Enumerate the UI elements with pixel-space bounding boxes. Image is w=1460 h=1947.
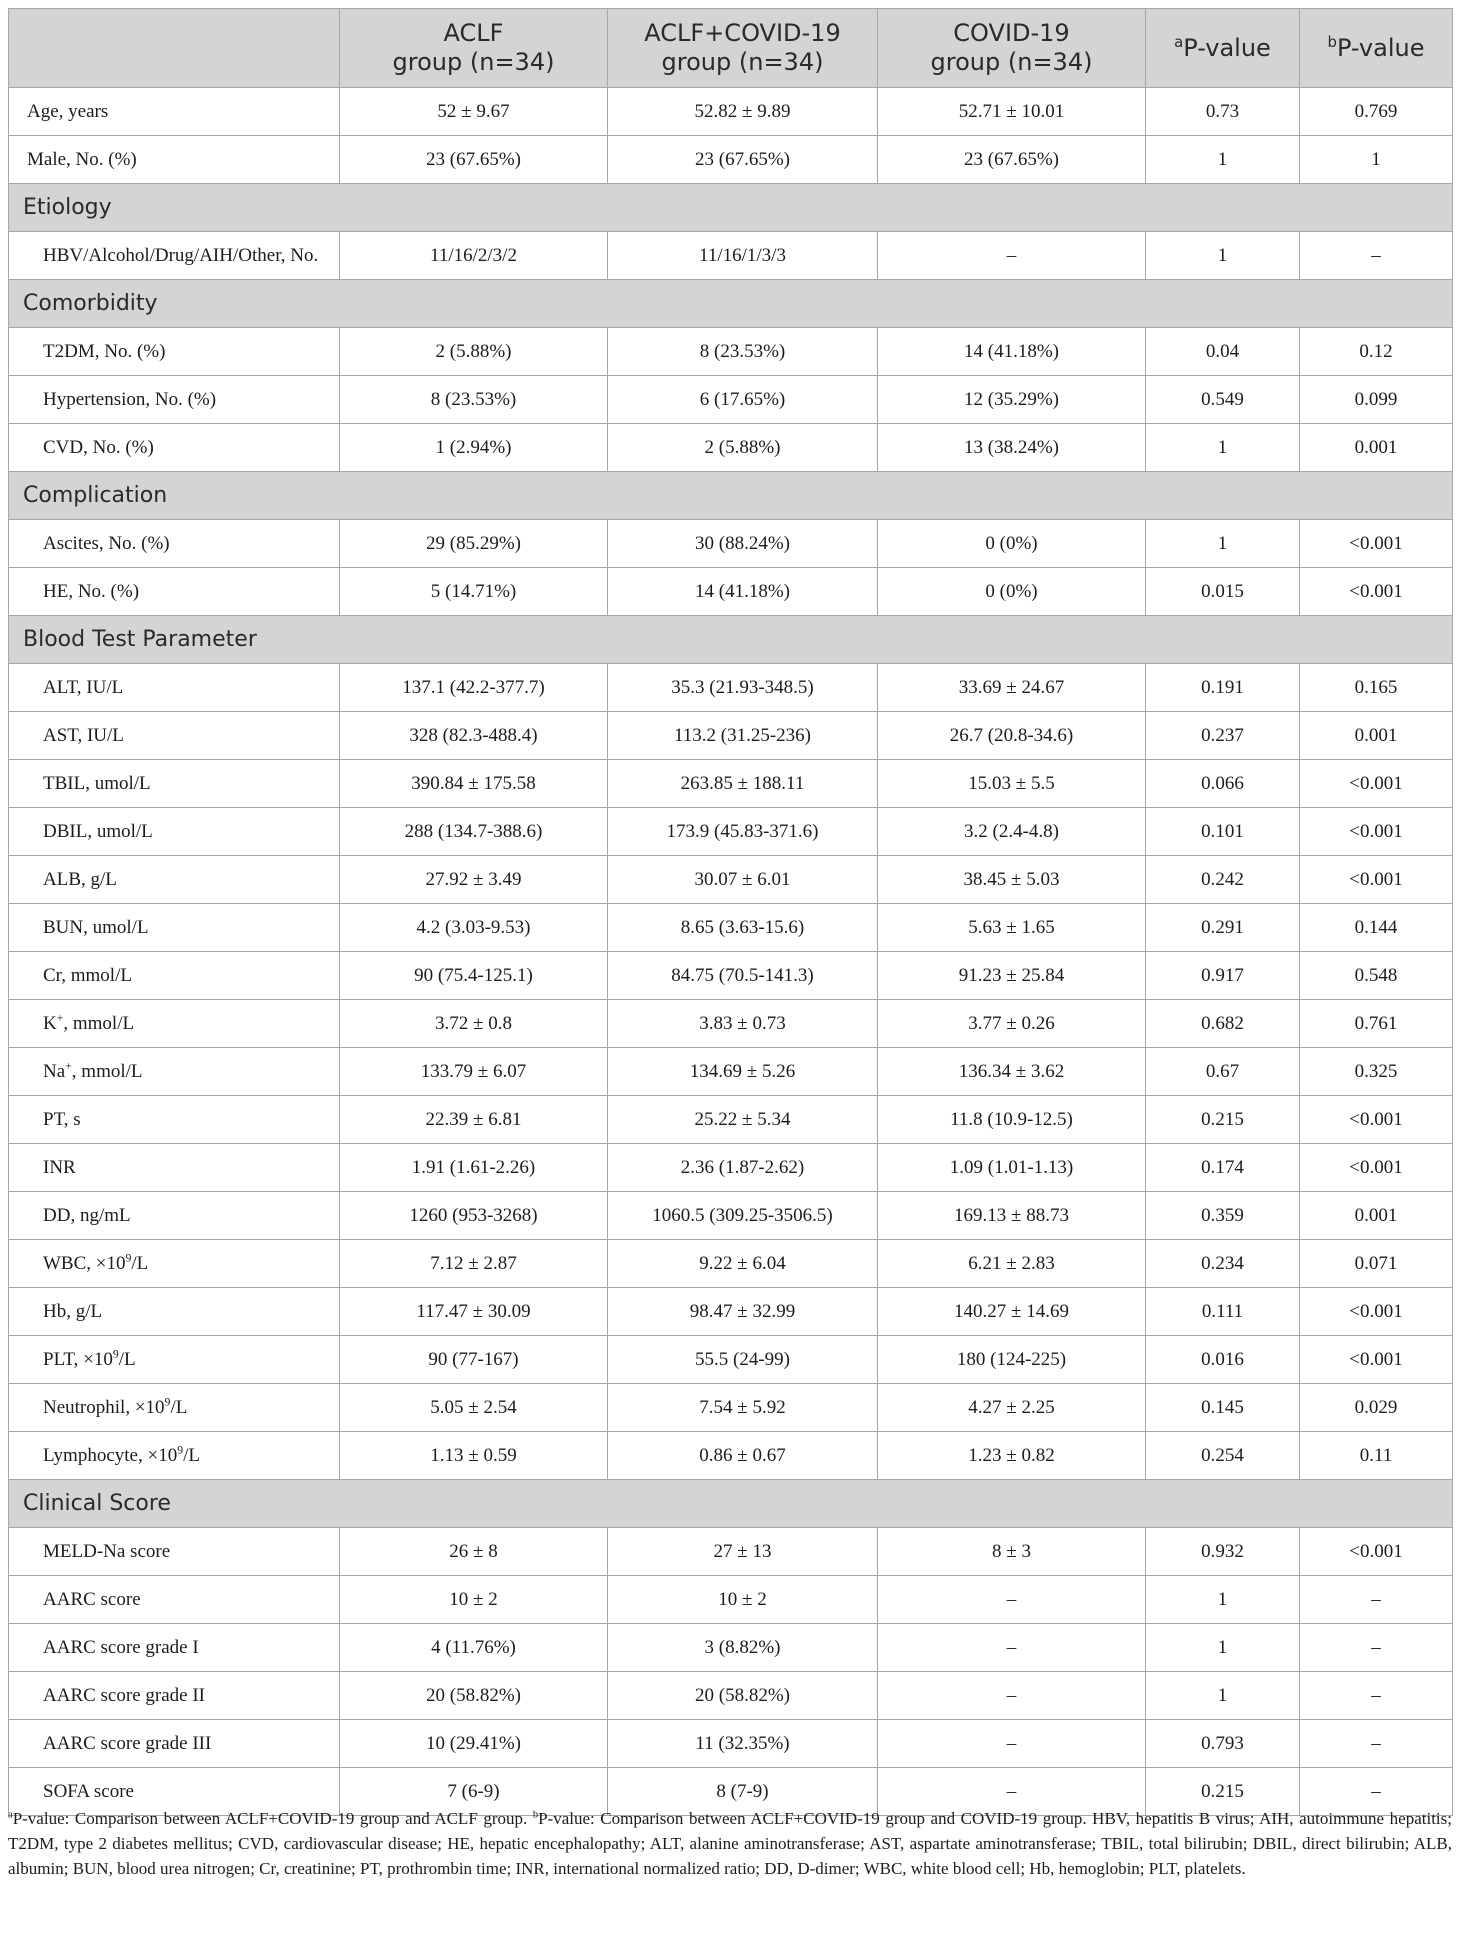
table-header — [9, 9, 1453, 88]
aclf-covid-value: 0.86 ± 0.67 — [608, 1432, 878, 1480]
table-row — [9, 712, 1453, 760]
covid-value: 3.77 ± 0.26 — [878, 1000, 1146, 1048]
p-value-b: <0.001 — [1300, 520, 1453, 568]
row-label-text: WBC, ×10 — [43, 1252, 126, 1274]
aclf-covid-value: 52.82 ± 9.89 — [608, 88, 878, 136]
p-value-a: 0.932 — [1146, 1528, 1300, 1576]
footnote-b-marker: b — [532, 1809, 539, 1821]
covid-value: 26.7 (20.8-34.6) — [878, 712, 1146, 760]
covid-value: 91.23 ± 25.84 — [878, 952, 1146, 1000]
row-label-superscript: 9 — [164, 1395, 171, 1409]
covid-value: 15.03 ± 5.5 — [878, 760, 1146, 808]
p-value-b: <0.001 — [1300, 1528, 1453, 1576]
aclf-covid-value: 20 (58.82%) — [608, 1672, 878, 1720]
p-value-b: <0.001 — [1300, 856, 1453, 904]
table-row — [9, 136, 1453, 184]
aclf-value: 22.39 ± 6.81 — [340, 1096, 608, 1144]
p-value-a: 0.174 — [1146, 1144, 1300, 1192]
table-row — [9, 1000, 1453, 1048]
table-row — [9, 1384, 1453, 1432]
row-label: AARC score grade III — [9, 1720, 340, 1768]
header-covid-line1: COVID-19 — [953, 19, 1070, 47]
table-row — [9, 856, 1453, 904]
p-value-a: 0.917 — [1146, 952, 1300, 1000]
aclf-covid-value: 84.75 (70.5-141.3) — [608, 952, 878, 1000]
covid-value: 3.2 (2.4-4.8) — [878, 808, 1146, 856]
aclf-value: 26 ± 8 — [340, 1528, 608, 1576]
p-value-a: 0.066 — [1146, 760, 1300, 808]
header-aclf-covid-group — [608, 9, 878, 88]
table-row — [9, 1096, 1453, 1144]
aclf-value: 4.2 (3.03-9.53) — [340, 904, 608, 952]
p-value-b: <0.001 — [1300, 1144, 1453, 1192]
p-value-b: 0.001 — [1300, 712, 1453, 760]
row-label: DBIL, umol/L — [9, 808, 340, 856]
p-value-a: 0.016 — [1146, 1336, 1300, 1384]
header-label-column — [9, 9, 340, 88]
covid-value: 23 (67.65%) — [878, 136, 1146, 184]
header-covid-line2: group (n=34) — [930, 48, 1093, 76]
table-row — [9, 1288, 1453, 1336]
table-row — [9, 664, 1453, 712]
row-label — [9, 1048, 340, 1096]
aclf-value: 90 (75.4-125.1) — [340, 952, 608, 1000]
section-header-row — [9, 616, 1453, 664]
covid-value: 4.27 ± 2.25 — [878, 1384, 1146, 1432]
aclf-covid-value: 263.85 ± 188.11 — [608, 760, 878, 808]
p-value-a: 0.215 — [1146, 1768, 1300, 1816]
row-label-text: Neutrophil, ×10 — [43, 1396, 165, 1418]
p-value-b: – — [1300, 232, 1453, 280]
p-value-b: 0.11 — [1300, 1432, 1453, 1480]
covid-value: 52.71 ± 10.01 — [878, 88, 1146, 136]
row-label-text: Na — [43, 1060, 66, 1082]
table-row — [9, 1576, 1453, 1624]
aclf-value: 29 (85.29%) — [340, 520, 608, 568]
row-label: MELD-Na score — [9, 1528, 340, 1576]
aclf-covid-value: 134.69 ± 5.26 — [608, 1048, 878, 1096]
p-value-a: 1 — [1146, 424, 1300, 472]
row-label: INR — [9, 1144, 340, 1192]
row-label: Hypertension, No. (%) — [9, 376, 340, 424]
p-value-b: 0.325 — [1300, 1048, 1453, 1096]
aclf-covid-value: 11 (32.35%) — [608, 1720, 878, 1768]
row-label — [9, 1432, 340, 1480]
row-label: SOFA score — [9, 1768, 340, 1816]
covid-value: – — [878, 1576, 1146, 1624]
row-label: DD, ng/mL — [9, 1192, 340, 1240]
aclf-value: 52 ± 9.67 — [340, 88, 608, 136]
table-row — [9, 1336, 1453, 1384]
aclf-covid-value: 2.36 (1.87-2.62) — [608, 1144, 878, 1192]
row-label: HBV/Alcohol/Drug/AIH/Other, No. — [9, 232, 340, 280]
table-row — [9, 328, 1453, 376]
table-row — [9, 520, 1453, 568]
row-label: ALB, g/L — [9, 856, 340, 904]
aclf-value: 328 (82.3-488.4) — [340, 712, 608, 760]
row-label — [9, 1336, 340, 1384]
covid-value: 12 (35.29%) — [878, 376, 1146, 424]
covid-value: – — [878, 1624, 1146, 1672]
p-value-b: <0.001 — [1300, 1288, 1453, 1336]
p-value-b: <0.001 — [1300, 568, 1453, 616]
aclf-value: 3.72 ± 0.8 — [340, 1000, 608, 1048]
table-row — [9, 952, 1453, 1000]
p-value-b: 0.029 — [1300, 1384, 1453, 1432]
covid-value: 1.23 ± 0.82 — [878, 1432, 1146, 1480]
p-value-a: 0.549 — [1146, 376, 1300, 424]
table-row — [9, 1528, 1453, 1576]
p-value-a: 0.111 — [1146, 1288, 1300, 1336]
header-aclf-covid-line2: group (n=34) — [661, 48, 824, 76]
row-label-superscript: + — [65, 1059, 72, 1073]
p-value-a: 1 — [1146, 1672, 1300, 1720]
row-label: Cr, mmol/L — [9, 952, 340, 1000]
covid-value: 5.63 ± 1.65 — [878, 904, 1146, 952]
footnote-a-text: P-value: Comparison between ACLF+COVID-19 group and ACLF group. — [12, 1809, 533, 1828]
section-header-row — [9, 280, 1453, 328]
row-label: PT, s — [9, 1096, 340, 1144]
p-value-a: 1 — [1146, 520, 1300, 568]
p-value-b: <0.001 — [1300, 760, 1453, 808]
header-p-value-b-marker: b — [1327, 32, 1337, 51]
p-value-a: 0.242 — [1146, 856, 1300, 904]
covid-value: 8 ± 3 — [878, 1528, 1146, 1576]
aclf-covid-value: 8 (7-9) — [608, 1768, 878, 1816]
header-aclf-line1: ACLF — [443, 19, 504, 47]
aclf-value: 20 (58.82%) — [340, 1672, 608, 1720]
row-label-text: Lymphocyte, ×10 — [43, 1444, 178, 1466]
section-title: Etiology — [9, 184, 1453, 232]
table-container — [8, 8, 1452, 1816]
row-label: ALT, IU/L — [9, 664, 340, 712]
p-value-b: 0.099 — [1300, 376, 1453, 424]
covid-value: – — [878, 1768, 1146, 1816]
p-value-b: – — [1300, 1768, 1453, 1816]
p-value-b: 0.165 — [1300, 664, 1453, 712]
p-value-b: 1 — [1300, 136, 1453, 184]
row-label: Age, years — [9, 88, 340, 136]
aclf-value: 5.05 ± 2.54 — [340, 1384, 608, 1432]
p-value-b: 0.769 — [1300, 88, 1453, 136]
aclf-covid-value: 7.54 ± 5.92 — [608, 1384, 878, 1432]
aclf-value: 117.47 ± 30.09 — [340, 1288, 608, 1336]
section-header-row — [9, 472, 1453, 520]
header-covid-group — [878, 9, 1146, 88]
row-label-text: K — [43, 1012, 57, 1034]
covid-value: – — [878, 232, 1146, 280]
footnote-b-text: P-value: Comparison between ACLF+COVID-19 group and COVID-19 group. HBV, hepatitis B virus; AIH, autoimmune hepatitis; T2DM, type 2 diabetes mellitus; CVD, cardiovascular disease; HE, hepatic encephalopathy; ALT, alanine aminotransferase; AST, aspartate aminotransferase; TBIL, total bilirubin; DBIL, direct bilirubin; ALB, albumin; BUN, blood urea nitrogen; Cr, creatinine; PT, prothrombin time; INR, international normalized ratio; DD, D-dimer; WBC, white blood cell; Hb, hemoglobin; PLT, platelets. — [8, 1809, 1452, 1878]
aclf-value: 133.79 ± 6.07 — [340, 1048, 608, 1096]
table-row — [9, 568, 1453, 616]
aclf-value: 137.1 (42.2-377.7) — [340, 664, 608, 712]
row-label-unit: /L — [183, 1444, 200, 1466]
row-label — [9, 1384, 340, 1432]
covid-value: 0 (0%) — [878, 568, 1146, 616]
row-label-text: PLT, ×10 — [43, 1348, 113, 1370]
row-label: Ascites, No. (%) — [9, 520, 340, 568]
aclf-value: 5 (14.71%) — [340, 568, 608, 616]
p-value-a: 1 — [1146, 1624, 1300, 1672]
aclf-covid-value: 10 ± 2 — [608, 1576, 878, 1624]
p-value-a: 0.793 — [1146, 1720, 1300, 1768]
header-p-value-a-marker: a — [1174, 32, 1184, 51]
aclf-value: 1260 (953-3268) — [340, 1192, 608, 1240]
covid-value: 180 (124-225) — [878, 1336, 1146, 1384]
p-value-a: 0.101 — [1146, 808, 1300, 856]
p-value-a: 1 — [1146, 232, 1300, 280]
aclf-covid-value: 11/16/1/3/3 — [608, 232, 878, 280]
row-label: TBIL, umol/L — [9, 760, 340, 808]
row-label-unit: /L — [170, 1396, 188, 1418]
covid-value: 6.21 ± 2.83 — [878, 1240, 1146, 1288]
aclf-value: 4 (11.76%) — [340, 1624, 608, 1672]
p-value-b: 0.001 — [1300, 424, 1453, 472]
row-label: AARC score grade II — [9, 1672, 340, 1720]
table-row — [9, 88, 1453, 136]
row-label: HE, No. (%) — [9, 568, 340, 616]
aclf-value: 288 (134.7-388.6) — [340, 808, 608, 856]
covid-value: 13 (38.24%) — [878, 424, 1146, 472]
aclf-value: 23 (67.65%) — [340, 136, 608, 184]
p-value-b: <0.001 — [1300, 1336, 1453, 1384]
aclf-covid-value: 8.65 (3.63-15.6) — [608, 904, 878, 952]
aclf-covid-value: 9.22 ± 6.04 — [608, 1240, 878, 1288]
header-row — [9, 9, 1453, 88]
aclf-value: 1 (2.94%) — [340, 424, 608, 472]
row-label: AARC score — [9, 1576, 340, 1624]
table-row — [9, 1144, 1453, 1192]
header-p-value-b-text: P-value — [1336, 33, 1425, 62]
row-label-unit: /L — [118, 1348, 136, 1370]
aclf-value: 7.12 ± 2.87 — [340, 1240, 608, 1288]
table-row — [9, 1048, 1453, 1096]
section-title: Complication — [9, 472, 1453, 520]
section-title: Comorbidity — [9, 280, 1453, 328]
p-value-a: 0.191 — [1146, 664, 1300, 712]
row-label: AST, IU/L — [9, 712, 340, 760]
aclf-covid-value: 30 (88.24%) — [608, 520, 878, 568]
row-label-superscript: 9 — [177, 1443, 184, 1457]
row-label-unit: , mmol/L — [63, 1012, 135, 1034]
p-value-a: 1 — [1146, 136, 1300, 184]
table-row — [9, 1720, 1453, 1768]
aclf-value: 10 ± 2 — [340, 1576, 608, 1624]
aclf-value: 7 (6-9) — [340, 1768, 608, 1816]
table-body — [9, 88, 1453, 1816]
p-value-a: 0.254 — [1146, 1432, 1300, 1480]
section-title: Blood Test Parameter — [9, 616, 1453, 664]
table-row — [9, 1672, 1453, 1720]
covid-value: – — [878, 1720, 1146, 1768]
aclf-covid-value: 6 (17.65%) — [608, 376, 878, 424]
p-value-a: 0.73 — [1146, 88, 1300, 136]
row-label — [9, 1240, 340, 1288]
row-label-superscript: 9 — [125, 1251, 132, 1265]
p-value-b: <0.001 — [1300, 1096, 1453, 1144]
covid-value: 136.34 ± 3.62 — [878, 1048, 1146, 1096]
p-value-a: 0.215 — [1146, 1096, 1300, 1144]
aclf-value: 390.84 ± 175.58 — [340, 760, 608, 808]
aclf-covid-value: 2 (5.88%) — [608, 424, 878, 472]
covid-value: 1.09 (1.01-1.13) — [878, 1144, 1146, 1192]
row-label: AARC score grade I — [9, 1624, 340, 1672]
covid-value: 140.27 ± 14.69 — [878, 1288, 1146, 1336]
aclf-value: 8 (23.53%) — [340, 376, 608, 424]
baseline-characteristics-table — [8, 8, 1453, 1816]
aclf-covid-value: 3.83 ± 0.73 — [608, 1000, 878, 1048]
aclf-covid-value: 1060.5 (309.25-3506.5) — [608, 1192, 878, 1240]
p-value-a: 0.359 — [1146, 1192, 1300, 1240]
row-label-superscript: + — [56, 1011, 64, 1025]
row-label-superscript: 9 — [112, 1347, 119, 1361]
aclf-covid-value: 3 (8.82%) — [608, 1624, 878, 1672]
p-value-b: 0.071 — [1300, 1240, 1453, 1288]
p-value-a: 0.04 — [1146, 328, 1300, 376]
aclf-covid-value: 35.3 (21.93-348.5) — [608, 664, 878, 712]
row-label: Male, No. (%) — [9, 136, 340, 184]
p-value-b: – — [1300, 1576, 1453, 1624]
covid-value: 33.69 ± 24.67 — [878, 664, 1146, 712]
p-value-a: 0.015 — [1146, 568, 1300, 616]
row-label-unit: /L — [131, 1252, 149, 1274]
table-row — [9, 232, 1453, 280]
table-row — [9, 1432, 1453, 1480]
row-label — [9, 1000, 340, 1048]
p-value-a: 1 — [1146, 1576, 1300, 1624]
aclf-value: 27.92 ± 3.49 — [340, 856, 608, 904]
p-value-a: 0.234 — [1146, 1240, 1300, 1288]
header-p-value-b — [1300, 9, 1453, 88]
aclf-covid-value: 14 (41.18%) — [608, 568, 878, 616]
table-row — [9, 376, 1453, 424]
p-value-b: 0.761 — [1300, 1000, 1453, 1048]
section-header-row — [9, 1480, 1453, 1528]
p-value-b: 0.548 — [1300, 952, 1453, 1000]
header-aclf-line2: group (n=34) — [392, 48, 555, 76]
aclf-value: 2 (5.88%) — [340, 328, 608, 376]
header-aclf-covid-line1: ACLF+COVID-19 — [644, 19, 841, 47]
row-label: CVD, No. (%) — [9, 424, 340, 472]
aclf-value: 10 (29.41%) — [340, 1720, 608, 1768]
aclf-covid-value: 23 (67.65%) — [608, 136, 878, 184]
table-row — [9, 1624, 1453, 1672]
covid-value: 14 (41.18%) — [878, 328, 1146, 376]
aclf-covid-value: 27 ± 13 — [608, 1528, 878, 1576]
header-aclf-group — [340, 9, 608, 88]
p-value-a: 0.291 — [1146, 904, 1300, 952]
row-label: BUN, umol/L — [9, 904, 340, 952]
header-p-value-a — [1146, 9, 1300, 88]
row-label: T2DM, No. (%) — [9, 328, 340, 376]
footnote-a-marker: a — [8, 1809, 13, 1821]
table-row — [9, 808, 1453, 856]
covid-value: – — [878, 1672, 1146, 1720]
aclf-covid-value: 8 (23.53%) — [608, 328, 878, 376]
aclf-covid-value: 173.9 (45.83-371.6) — [608, 808, 878, 856]
table-row — [9, 424, 1453, 472]
p-value-b: 0.12 — [1300, 328, 1453, 376]
aclf-covid-value: 25.22 ± 5.34 — [608, 1096, 878, 1144]
covid-value: 169.13 ± 88.73 — [878, 1192, 1146, 1240]
covid-value: 11.8 (10.9-12.5) — [878, 1096, 1146, 1144]
covid-value: 0 (0%) — [878, 520, 1146, 568]
p-value-a: 0.237 — [1146, 712, 1300, 760]
aclf-covid-value: 30.07 ± 6.01 — [608, 856, 878, 904]
section-title: Clinical Score — [9, 1480, 1453, 1528]
row-label-unit: , mmol/L — [71, 1060, 143, 1082]
p-value-b: 0.001 — [1300, 1192, 1453, 1240]
p-value-b: <0.001 — [1300, 808, 1453, 856]
aclf-covid-value: 113.2 (31.25-236) — [608, 712, 878, 760]
p-value-a: 0.145 — [1146, 1384, 1300, 1432]
header-p-value-a-text: P-value — [1183, 33, 1271, 62]
aclf-covid-value: 98.47 ± 32.99 — [608, 1288, 878, 1336]
covid-value: 38.45 ± 5.03 — [878, 856, 1146, 904]
p-value-b: – — [1300, 1720, 1453, 1768]
section-header-row — [9, 184, 1453, 232]
row-label: Hb, g/L — [9, 1288, 340, 1336]
table-row — [9, 760, 1453, 808]
aclf-covid-value: 55.5 (24-99) — [608, 1336, 878, 1384]
p-value-a: 0.682 — [1146, 1000, 1300, 1048]
p-value-b: – — [1300, 1672, 1453, 1720]
table-row — [9, 1240, 1453, 1288]
aclf-value: 1.13 ± 0.59 — [340, 1432, 608, 1480]
p-value-b: 0.144 — [1300, 904, 1453, 952]
table-row — [9, 1192, 1453, 1240]
aclf-value: 1.91 (1.61-2.26) — [340, 1144, 608, 1192]
p-value-a: 0.67 — [1146, 1048, 1300, 1096]
table-footnote — [8, 1806, 1452, 1881]
aclf-value: 11/16/2/3/2 — [340, 232, 608, 280]
aclf-value: 90 (77-167) — [340, 1336, 608, 1384]
p-value-b: – — [1300, 1624, 1453, 1672]
table-row — [9, 904, 1453, 952]
